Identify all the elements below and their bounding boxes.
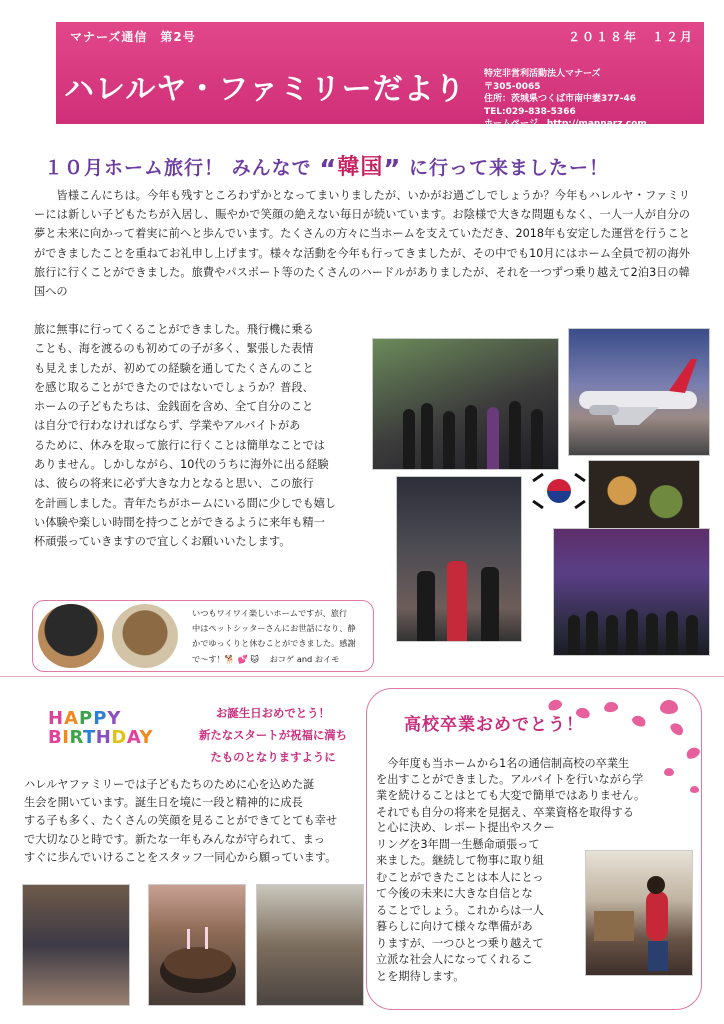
person-silhouette [481,567,499,641]
trip-line: は自分で行わなければならず、学業やアルバイトがあ [34,419,301,433]
person-silhouette [421,403,433,469]
person-silhouette [447,561,467,641]
logo-letter: H [95,727,112,748]
org-website: ホームページ http://mannarz.com [484,119,647,129]
airport-photo [396,476,522,642]
pet-note-text [192,606,370,667]
cherry-petal-icon [660,700,678,714]
birthday-group-photo [256,884,364,1006]
logo-letter: Y [107,708,122,729]
person-silhouette [686,615,698,655]
korean-food-photo [588,460,700,536]
person-silhouette [403,409,415,469]
org-name: 特定非営利活動法人マナーズ [484,69,601,79]
organization-info [484,68,647,131]
person-silhouette [487,407,499,469]
person-silhouette [465,405,477,469]
taeguk-icon [547,479,571,503]
person-silhouette [531,409,543,469]
birthday-line: で大切なひと時です。新たな一年もみんなが守られて、まっ [24,832,325,846]
logo-letter: A [126,727,140,748]
person-silhouette [509,401,521,469]
trip-line: 旅に無事に行ってくることができました。飛行機に乗る [34,323,314,336]
org-address: 住所：茨城県つくば市南中妻377-46 [484,94,637,104]
person-silhouette [626,609,638,655]
birthday-line: 生会を開いています。誕生日を境に一段と精神的に成長 [24,796,303,810]
graduation-line: りますが、一つひとつ乗り越えて [376,936,544,950]
trigram-bar [532,473,544,482]
person-silhouette [646,613,658,655]
trip-line: ホームの子どもたちは、金銭面を含め、全て自分のこと [34,400,314,414]
person-silhouette [606,615,618,655]
graduation-text-top [376,756,694,821]
birthday-body [24,776,368,867]
newsletter-title: ハレルヤ・ファミリーだより [64,72,466,107]
graduation-line: 来ました。継続して物事に取り組 [376,854,544,867]
trip-line: は、彼らの将来に必ず大きな力となると思い、この旅行 [34,477,314,491]
trigram-bar [532,500,544,509]
birthday-message-line: たものとなりますように [210,750,336,764]
org-phone: TEL:029-838-5366 [484,106,576,117]
trip-headline [44,150,609,185]
trigram-bar [574,500,586,509]
person-silhouette [443,411,455,469]
night-group-photo [553,528,710,656]
logo-letter: Y [139,727,154,748]
org-postal: 〒305-0065 [484,81,541,92]
graduation-line: 暮らしに向けて様々な準備があ [376,920,533,933]
airplane-photo [568,328,710,456]
trip-line: を計画しました。青年たちがホームにいる間に少しでも嬉し [34,496,337,510]
trip-line: ことも、海を渡るのも初めての子が多く、緊張した表情 [34,342,314,356]
pet-note-line: いつもワイワイ楽しいホームですが、旅行 [192,608,348,618]
trip-line: るために、休みを取って旅行に行くことは簡単なことでは [34,438,325,452]
issue-date: ２０１８年 １２月 [567,30,694,44]
issue-number: マナーズ通信 第2号 [70,30,196,44]
pet-note-line: かでゆっくりと休むことができました。感謝 [192,638,356,649]
airplane-icon [569,329,710,456]
birthday-line: ハレルヤファミリーでは子どもたちのために心を込めた誕 [24,778,315,791]
graduation-line: リングを3年間一生懸命頑張って [376,837,540,851]
korean-flag-icon [528,470,590,512]
graduation-line: とを期待します。 [376,969,465,983]
trip-intro-text: 皆様こんにちは。今年も残すところわずかとなってまいりましたが、いかがお過ごしでしょうか？今年もハレルヤ・ファミリーには新しい子どもたちが入居し、賑やかで笑顔の絶えない毎日が続いています。お陰様で大きな問題もなく、一人一人が自分の夢と未来に向かって着実に前へと歩んでいます。たくさんの方々に当ホームを支えていただき、2018年も安定した運営を行うことができましたことを重ねてお礼申し上げます。様々な活動を今年も行ってきましたが、その中でも10月にはホーム全員で初の海外旅行に行くことができました。旅費やパスポート等のたくさんのハードルがありましたが、それを一つずつ乗り越えて2泊3日の韓国への [34,189,690,299]
birthday-line: する子も多く、たくさんの笑顔を見ることができてとても幸せ [24,814,338,828]
graduation-line: ることでしょう。これからは一人 [376,903,544,917]
graduation-text-side [376,820,582,985]
logo-letter: P [93,708,108,729]
person-silhouette [586,611,598,655]
birthday-message-line: 新たなスタートが祝福に満ち [198,728,348,742]
section-divider [0,676,724,677]
birthday-party-photo [22,884,130,1006]
black-cat-photo [38,604,104,668]
person-silhouette [568,615,580,655]
graduation-title: 高校卒業おめでとう！ [404,715,584,735]
birthday-cake-photo [148,884,246,1006]
graduation-line: と心に決め、レポート提出やスクー [376,821,555,834]
logo-happy [48,708,153,729]
trip-intro [34,186,690,301]
trip-line: い体験や楽しい時間を持つことができるように来年も精一 [34,515,325,529]
person-silhouette [666,611,678,655]
graduation-line: て今後の未来に大きな自信とな [376,887,533,900]
cake-icon [149,885,246,1006]
trip-body [34,320,368,552]
logo-letter: I [62,727,70,748]
logo-letter: T [83,727,96,748]
graduation-line: 業を続けることはとても大変で簡単ではありません。 [376,789,646,803]
desk-scene-icon [586,851,693,976]
pet-note-line: で～す！🐕 💕 🐱 おコゲ and おイモ [192,653,340,664]
trip-line: 杯頑張っていきますので宜しくお願いいたします。 [34,535,291,549]
headline-part: １０月ホーム旅行！ みんなで [44,157,320,179]
birthday-line: すぐに歩んでいけることをスタッフ一同心から願っています。 [24,850,337,864]
trip-line: も見えましたが、初めての経験を通してたくさんのこと [34,361,314,375]
happy-birthday-logo [48,708,153,748]
person-silhouette [417,571,435,641]
pet-note-line: 中はペットシッターさんにお世話になり、静 [192,623,356,634]
graduation-line: 今年度も当ホームから1名の通信制高校の卒業生 [387,757,630,770]
graduation-line: 立派な社会人になってくれるこ [376,953,533,966]
logo-letter: A [64,708,80,729]
logo-letter: B [48,727,63,748]
trip-line: を感じ取ることができたのではないでしょうか？普段、 [34,380,314,394]
quote-close: ” [383,155,402,185]
logo-letter: H [48,708,65,729]
graduate-studying-photo [585,850,693,976]
graduation-line: を出すことができました。アルバイトを行いながら学 [376,773,644,787]
graduation-line: それでも自分の将来を見据え、卒業資格を取得する [376,805,634,819]
birthday-message [160,702,386,768]
trip-line: ありません。しかしながら、10代のうちに海外に出る経験 [34,458,329,472]
headline-korea: 韓国 [337,155,384,180]
logo-letter: P [79,708,94,729]
headline-part: に行って来ましたー！ [401,157,610,179]
trigram-bar [574,473,586,482]
logo-letter: D [111,727,127,748]
group-photo-lanterns [372,338,559,470]
graduation-line: むことができたことは本人にとっ [376,870,544,884]
birthday-message-line: お誕生日おめでとう！ [216,706,330,720]
tabby-cat-photo [112,604,178,668]
quote-open: “ [319,155,338,185]
logo-birthday [48,727,153,748]
logo-letter: R [69,727,83,748]
